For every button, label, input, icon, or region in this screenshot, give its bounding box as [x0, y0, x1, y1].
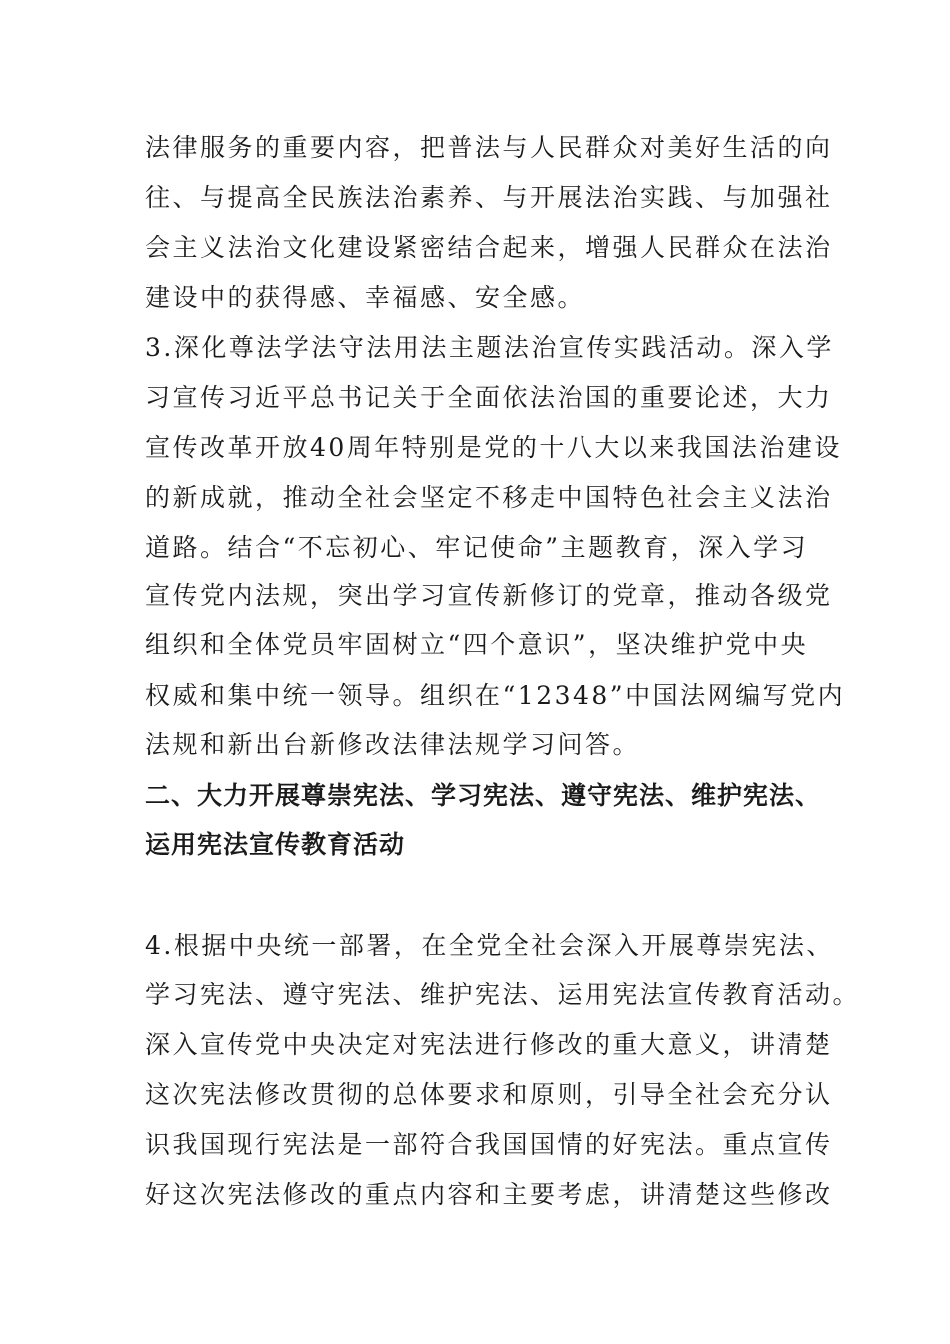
heading-line: 二、大力开展尊崇宪法、学习宪法、遵守宪法、维护宪法、: [145, 781, 822, 810]
text-line: 法律服务的重要内容，把普法与人民群众对美好生活的向: [145, 133, 833, 162]
text-line: 习宣传习近平总书记关于全面依法治国的重要论述，大力: [145, 383, 833, 412]
text-line: 道路。结合“不忘初心、牢记使命”主题教育，深入学习: [145, 533, 809, 562]
text-line: 宣传党内法规，突出学习宣传新修订的党章，推动各级党: [145, 581, 833, 610]
text-line: 组织和全体党员牢固树立“四个意识”，坚决维护党中央: [145, 630, 809, 659]
text-line: 宣传改革开放40周年特别是党的十八大以来我国法治建设: [145, 433, 842, 462]
text-line: 3.深化尊法学法守法用法主题法治宣传实践活动。深入学: [145, 333, 834, 362]
text-line: 权威和集中统一领导。组织在“12348”中国法网编写党内: [145, 681, 846, 710]
text-line: 识我国现行宪法是一部符合我国国情的好宪法。重点宣传: [145, 1130, 833, 1159]
heading-line: 运用宪法宣传教育活动: [145, 830, 406, 859]
text-line: 好这次宪法修改的重点内容和主要考虑，讲清楚这些修改: [145, 1180, 833, 1209]
text-line: 往、与提高全民族法治素养、与开展法治实践、与加强社: [145, 183, 833, 212]
text-line: 4.根据中央统一部署，在全党全社会深入开展尊崇宪法、: [145, 931, 834, 960]
text-line: 法规和新出台新修改法律法规学习问答。: [145, 730, 641, 759]
text-line: 深入宣传党中央决定对宪法进行修改的重大意义，讲清楚: [145, 1030, 833, 1059]
text-line: 的新成就，推动全社会坚定不移走中国特色社会主义法治: [145, 483, 833, 512]
text-line: 学习宪法、遵守宪法、维护宪法、运用宪法宣传教育活动。: [145, 980, 861, 1009]
text-line: 建设中的获得感、幸福感、安全感。: [145, 283, 586, 312]
text-line: 这次宪法修改贯彻的总体要求和原则，引导全社会充分认: [145, 1080, 833, 1109]
text-line: 会主义法治文化建设紧密结合起来，增强人民群众在法治: [145, 233, 833, 262]
